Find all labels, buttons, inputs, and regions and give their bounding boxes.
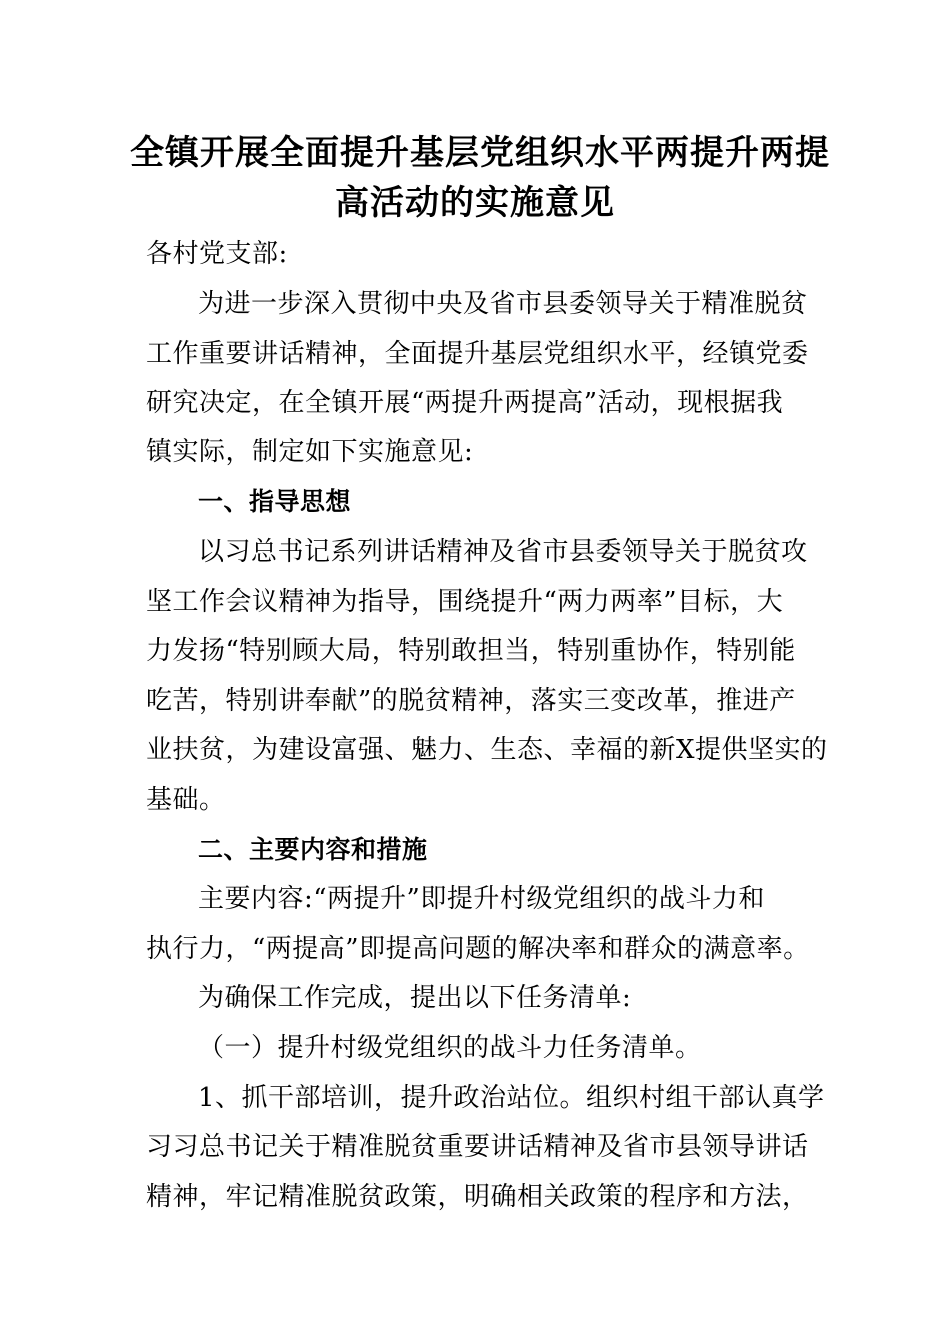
paragraph-line: 1、抓干部培训，提升政治站位。组织村组干部认真学 xyxy=(198,1083,825,1113)
document-title-line-1: 全镇开展全面提升基层党组织水平两提升两提 xyxy=(130,133,830,173)
document-title-line-2: 高活动的实施意见 xyxy=(335,183,615,223)
paragraph-line: 研究决定，在全镇开展“两提升两提高”活动，现根据我 xyxy=(146,388,784,418)
paragraph-line: 精神，牢记精准脱贫政策，明确相关政策的程序和方法， xyxy=(146,1182,809,1212)
paragraph-line: 为确保工作完成，提出以下任务清单: xyxy=(198,983,632,1013)
subsection-heading: （一）提升村级党组织的战斗力任务清单。 xyxy=(198,1033,702,1063)
paragraph-line: 基础。 xyxy=(146,785,226,815)
paragraph-line: 坚工作会议精神为指导，围绕提升“两力两率”目标，大 xyxy=(146,587,784,617)
paragraph-line: 镇实际，制定如下实施意见: xyxy=(146,437,474,467)
paragraph-line: 主要内容:“两提升”即提升村级党组织的战斗力和 xyxy=(198,884,765,914)
paragraph-line: 吃苦，特别讲奉献”的脱贫精神，落实三变改革，推进产 xyxy=(146,686,796,716)
section-heading: 一、指导思想 xyxy=(198,487,352,516)
paragraph-line: 力发扬“特别顾大局，特别敢担当，特别重协作，特别能 xyxy=(146,636,796,666)
paragraph-line: 业扶贫，为建设富强、魅力、生态、幸福的新X提供坚实的 xyxy=(146,735,828,765)
paragraph-line: 习习总书记关于精准脱贫重要讲话精神及省市县领导讲话 xyxy=(146,1132,809,1162)
paragraph-line: 为进一步深入贯彻中央及省市县委领导关于精准脱贫 xyxy=(198,289,808,319)
salutation: 各村党支部: xyxy=(146,239,288,269)
paragraph-line: 执行力，“两提高”即提高问题的解决率和群众的满意率。 xyxy=(146,934,810,964)
section-heading: 二、主要内容和措施 xyxy=(198,835,428,864)
paragraph-line: 工作重要讲话精神，全面提升基层党组织水平，经镇党委 xyxy=(146,339,809,369)
paragraph-line: 以习总书记系列讲话精神及省市县委领导关于脱贫攻 xyxy=(198,537,808,567)
